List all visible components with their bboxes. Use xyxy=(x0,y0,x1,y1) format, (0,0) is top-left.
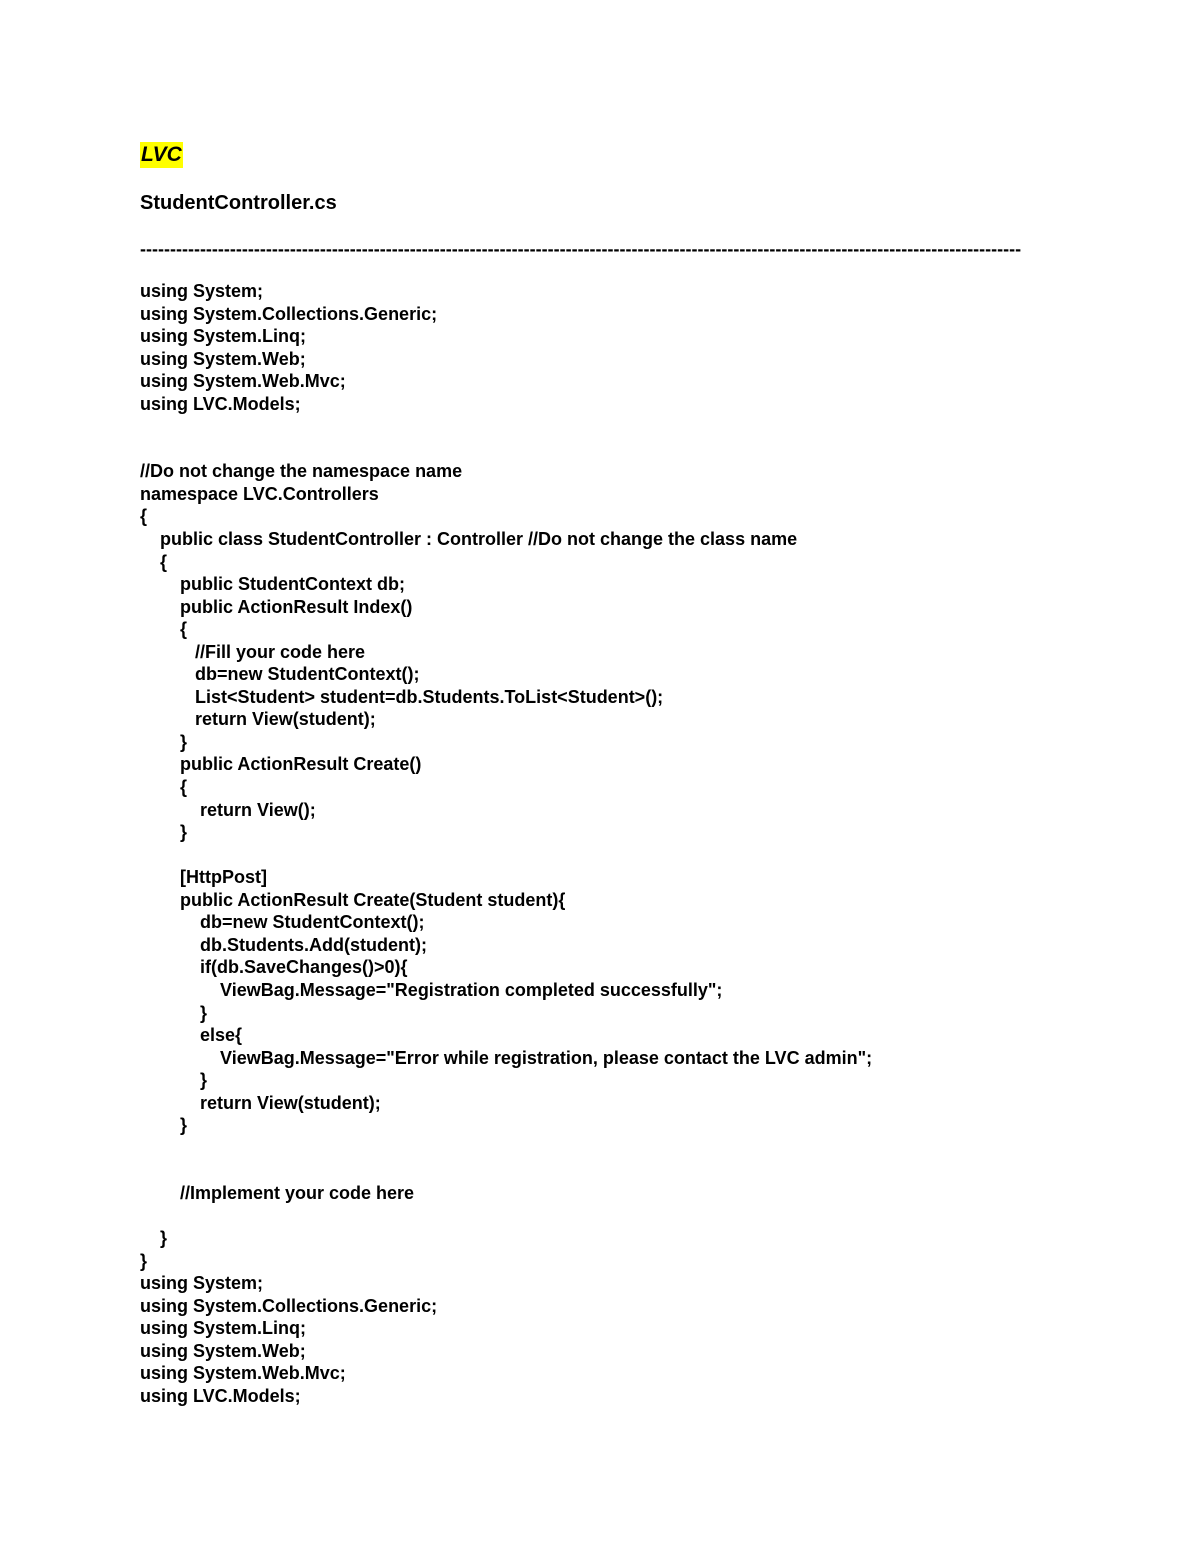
document-title: LVC xyxy=(141,143,182,166)
file-name-heading: StudentController.cs xyxy=(140,192,337,214)
code-block: using System; using System.Collections.Generic; using System.Linq; using System.Web; using System.Web.Mvc; using LVC.Models; //Do not change the namespace name namespace LVC.Controllers { public class StudentController : Controller //Do not change the class name { public StudentContext db; public ActionResult Index() { //Fill your code here db=new StudentContext(); List<Student> student=db.Students.ToList<Student>(); return View(student); } public ActionResult Create() { return View(); } [HttpPost] public ActionResult Create(Student student){ db=new StudentContext(); db.Students.Add(student); if(db.SaveChanges()>0){ ViewBag.Message="Registration completed successfully"; } else{ ViewBag.Message="Error while registration, please contact the LVC admin"; } return View(student); } //Implement your code here } } using System; using System.Collections.Generic; using System.Linq; using System.Web; using System.Web.Mvc; using LVC.Models; xyxy=(140,281,873,1406)
separator-line: --------------------------------------------------------------------------------------------------------------------------------------------------- xyxy=(140,239,1022,259)
